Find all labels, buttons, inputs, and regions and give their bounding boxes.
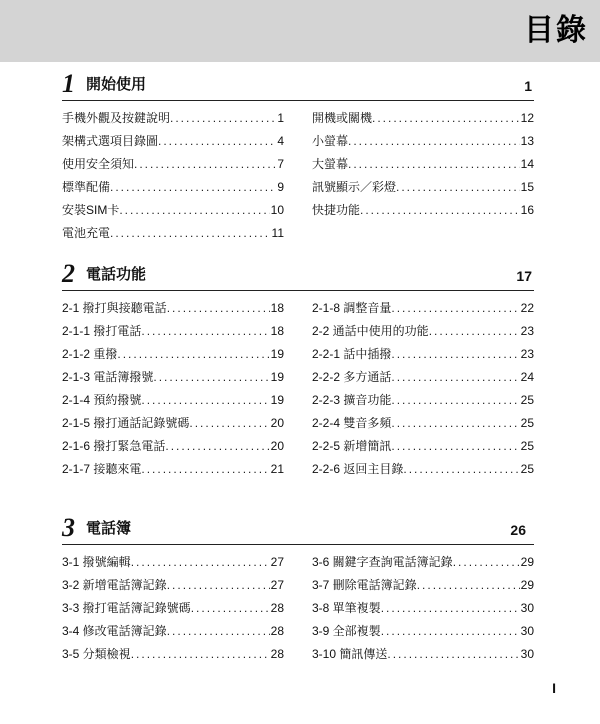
leader-dots xyxy=(141,458,269,481)
leader-dots xyxy=(429,320,520,343)
toc-entry[interactable]: 2-2 通話中使用的功能 ..... 23 xyxy=(312,320,534,343)
toc-entry[interactable]: 2-1-3 電話簿撥號 ..... 19 xyxy=(62,366,284,389)
section-title: 開始使用 xyxy=(86,76,147,93)
leader-dots xyxy=(372,107,520,130)
leader-dots xyxy=(417,574,520,597)
toc-entry[interactable]: 手機外觀及按鍵說明 ..... 1 xyxy=(62,107,284,130)
leader-dots xyxy=(117,343,269,366)
section-number: 2 xyxy=(62,259,75,288)
toc-entry[interactable]: 2-1-8 調整音量 ..... 22 xyxy=(312,297,534,320)
toc-column-right xyxy=(312,551,534,666)
toc-entry[interactable]: 標準配備 ..... 9 xyxy=(62,176,284,199)
leader-dots xyxy=(110,222,271,245)
leader-dots xyxy=(153,366,269,389)
leader-dots xyxy=(391,389,519,412)
toc-section-3 xyxy=(62,513,534,661)
toc-entry[interactable]: 使用安全須知 ..... 7 xyxy=(62,153,284,176)
toc-entry[interactable]: 2-1-6 撥打緊急電話 ..... 20 xyxy=(62,435,284,458)
toc-entry[interactable]: 電池充電 ..... 11 xyxy=(62,222,284,245)
toc-entry[interactable]: 3-8 單筆複製 ..... 30 xyxy=(312,597,534,620)
leader-dots xyxy=(381,620,520,643)
leader-dots xyxy=(391,343,519,366)
leader-dots xyxy=(165,435,269,458)
toc-entry[interactable]: 3-3 撥打電話簿記錄號碼 ..... 28 xyxy=(62,597,284,620)
toc-entry[interactable]: 3-1 撥號編輯 ..... 27 xyxy=(62,551,284,574)
toc-entry[interactable]: 大螢幕 ..... 14 xyxy=(312,153,534,176)
leader-dots xyxy=(348,130,520,153)
toc-entry[interactable]: 開機或關機 ..... 12 xyxy=(312,107,534,130)
toc-entry[interactable]: 2-1-5 撥打通話記錄號碼 ..... 20 xyxy=(62,412,284,435)
leader-dots xyxy=(391,412,519,435)
toc-entry[interactable]: 小螢幕 ..... 13 xyxy=(312,130,534,153)
toc-entry[interactable]: 3-4 修改電話簿記錄 ..... 28 xyxy=(62,620,284,643)
toc-entry[interactable]: 2-2-4 雙音多頻 ..... 25 xyxy=(312,412,534,435)
leader-dots xyxy=(110,176,276,199)
toc-entry[interactable]: 安裝SIM卡 ..... 10 xyxy=(62,199,284,222)
toc-entry[interactable]: 2-1-4 預約撥號 ..... 19 xyxy=(62,389,284,412)
leader-dots xyxy=(391,435,519,458)
section-title: 電話功能 xyxy=(86,266,147,283)
toc-entry[interactable]: 2-1 撥打與接聽電話 ..... 18 xyxy=(62,297,284,320)
toc-entry[interactable]: 3-7 刪除電話簿記錄 ..... 29 xyxy=(312,574,534,597)
leader-dots xyxy=(189,412,269,435)
leader-dots xyxy=(141,320,269,343)
toc-entry[interactable]: 2-2-6 返回主目錄 ..... 25 xyxy=(312,458,534,481)
section-page: 1 xyxy=(524,78,532,94)
leader-dots xyxy=(158,130,276,153)
toc-entry[interactable]: 訊號顯示／彩燈 ..... 15 xyxy=(312,176,534,199)
leader-dots xyxy=(387,643,519,666)
leader-dots xyxy=(167,574,270,597)
leader-dots xyxy=(167,620,270,643)
toc-entry[interactable]: 2-1-7 接聽來電 ..... 21 xyxy=(62,458,284,481)
section-number: 3 xyxy=(62,513,75,542)
leader-dots xyxy=(131,551,270,574)
toc-column-left xyxy=(62,297,284,481)
leader-dots xyxy=(131,643,270,666)
toc-column-right xyxy=(312,297,534,481)
toc-entry[interactable]: 2-1-2 重撥 ..... 19 xyxy=(62,343,284,366)
toc-entry[interactable]: 2-2-5 新增簡訊 ..... 25 xyxy=(312,435,534,458)
page-title: 目錄 xyxy=(524,14,588,47)
toc-section-1 xyxy=(62,69,534,240)
leader-dots xyxy=(134,153,276,176)
header-bar xyxy=(0,0,600,62)
leader-dots xyxy=(403,458,519,481)
section-title: 電話簿 xyxy=(86,520,132,537)
leader-dots xyxy=(167,297,270,320)
toc-section-2 xyxy=(62,259,534,476)
toc-entry[interactable]: 2-2-3 擴音功能 ..... 25 xyxy=(312,389,534,412)
leader-dots xyxy=(391,366,519,389)
leader-dots xyxy=(119,199,269,222)
section-heading xyxy=(62,259,534,291)
section-page: 26 xyxy=(510,522,526,538)
toc-column-left xyxy=(62,551,284,666)
toc-entry[interactable]: 3-6 關鍵字查詢電話簿記錄 ..... 29 xyxy=(312,551,534,574)
toc-entry[interactable]: 2-2-1 話中插撥 ..... 23 xyxy=(312,343,534,366)
leader-dots xyxy=(391,297,519,320)
leader-dots xyxy=(191,597,270,620)
leader-dots xyxy=(453,551,520,574)
section-page: 17 xyxy=(516,268,532,284)
toc-column-right xyxy=(312,107,534,222)
leader-dots xyxy=(396,176,520,199)
toc-column-left xyxy=(62,107,284,245)
toc-entry[interactable]: 2-1-1 撥打電話 ..... 18 xyxy=(62,320,284,343)
toc-entry[interactable]: 2-2-2 多方通話 ..... 24 xyxy=(312,366,534,389)
toc-entry[interactable]: 快捷功能 ..... 16 xyxy=(312,199,534,222)
leader-dots xyxy=(381,597,520,620)
toc-entry[interactable]: 3-2 新增電話簿記錄 ..... 27 xyxy=(62,574,284,597)
toc-entry[interactable]: 3-10 簡訊傳送 ..... 30 xyxy=(312,643,534,666)
leader-dots xyxy=(170,107,276,130)
section-heading xyxy=(62,69,534,101)
page-number: I xyxy=(552,680,556,696)
toc-entry[interactable]: 3-5 分類檢視 ..... 28 xyxy=(62,643,284,666)
leader-dots xyxy=(348,153,520,176)
section-number: 1 xyxy=(62,69,75,98)
toc-entry[interactable]: 3-9 全部複製 ..... 30 xyxy=(312,620,534,643)
leader-dots xyxy=(141,389,269,412)
leader-dots xyxy=(360,199,520,222)
section-heading xyxy=(62,513,534,545)
toc-entry[interactable]: 架構式選項目錄圖 ..... 4 xyxy=(62,130,284,153)
